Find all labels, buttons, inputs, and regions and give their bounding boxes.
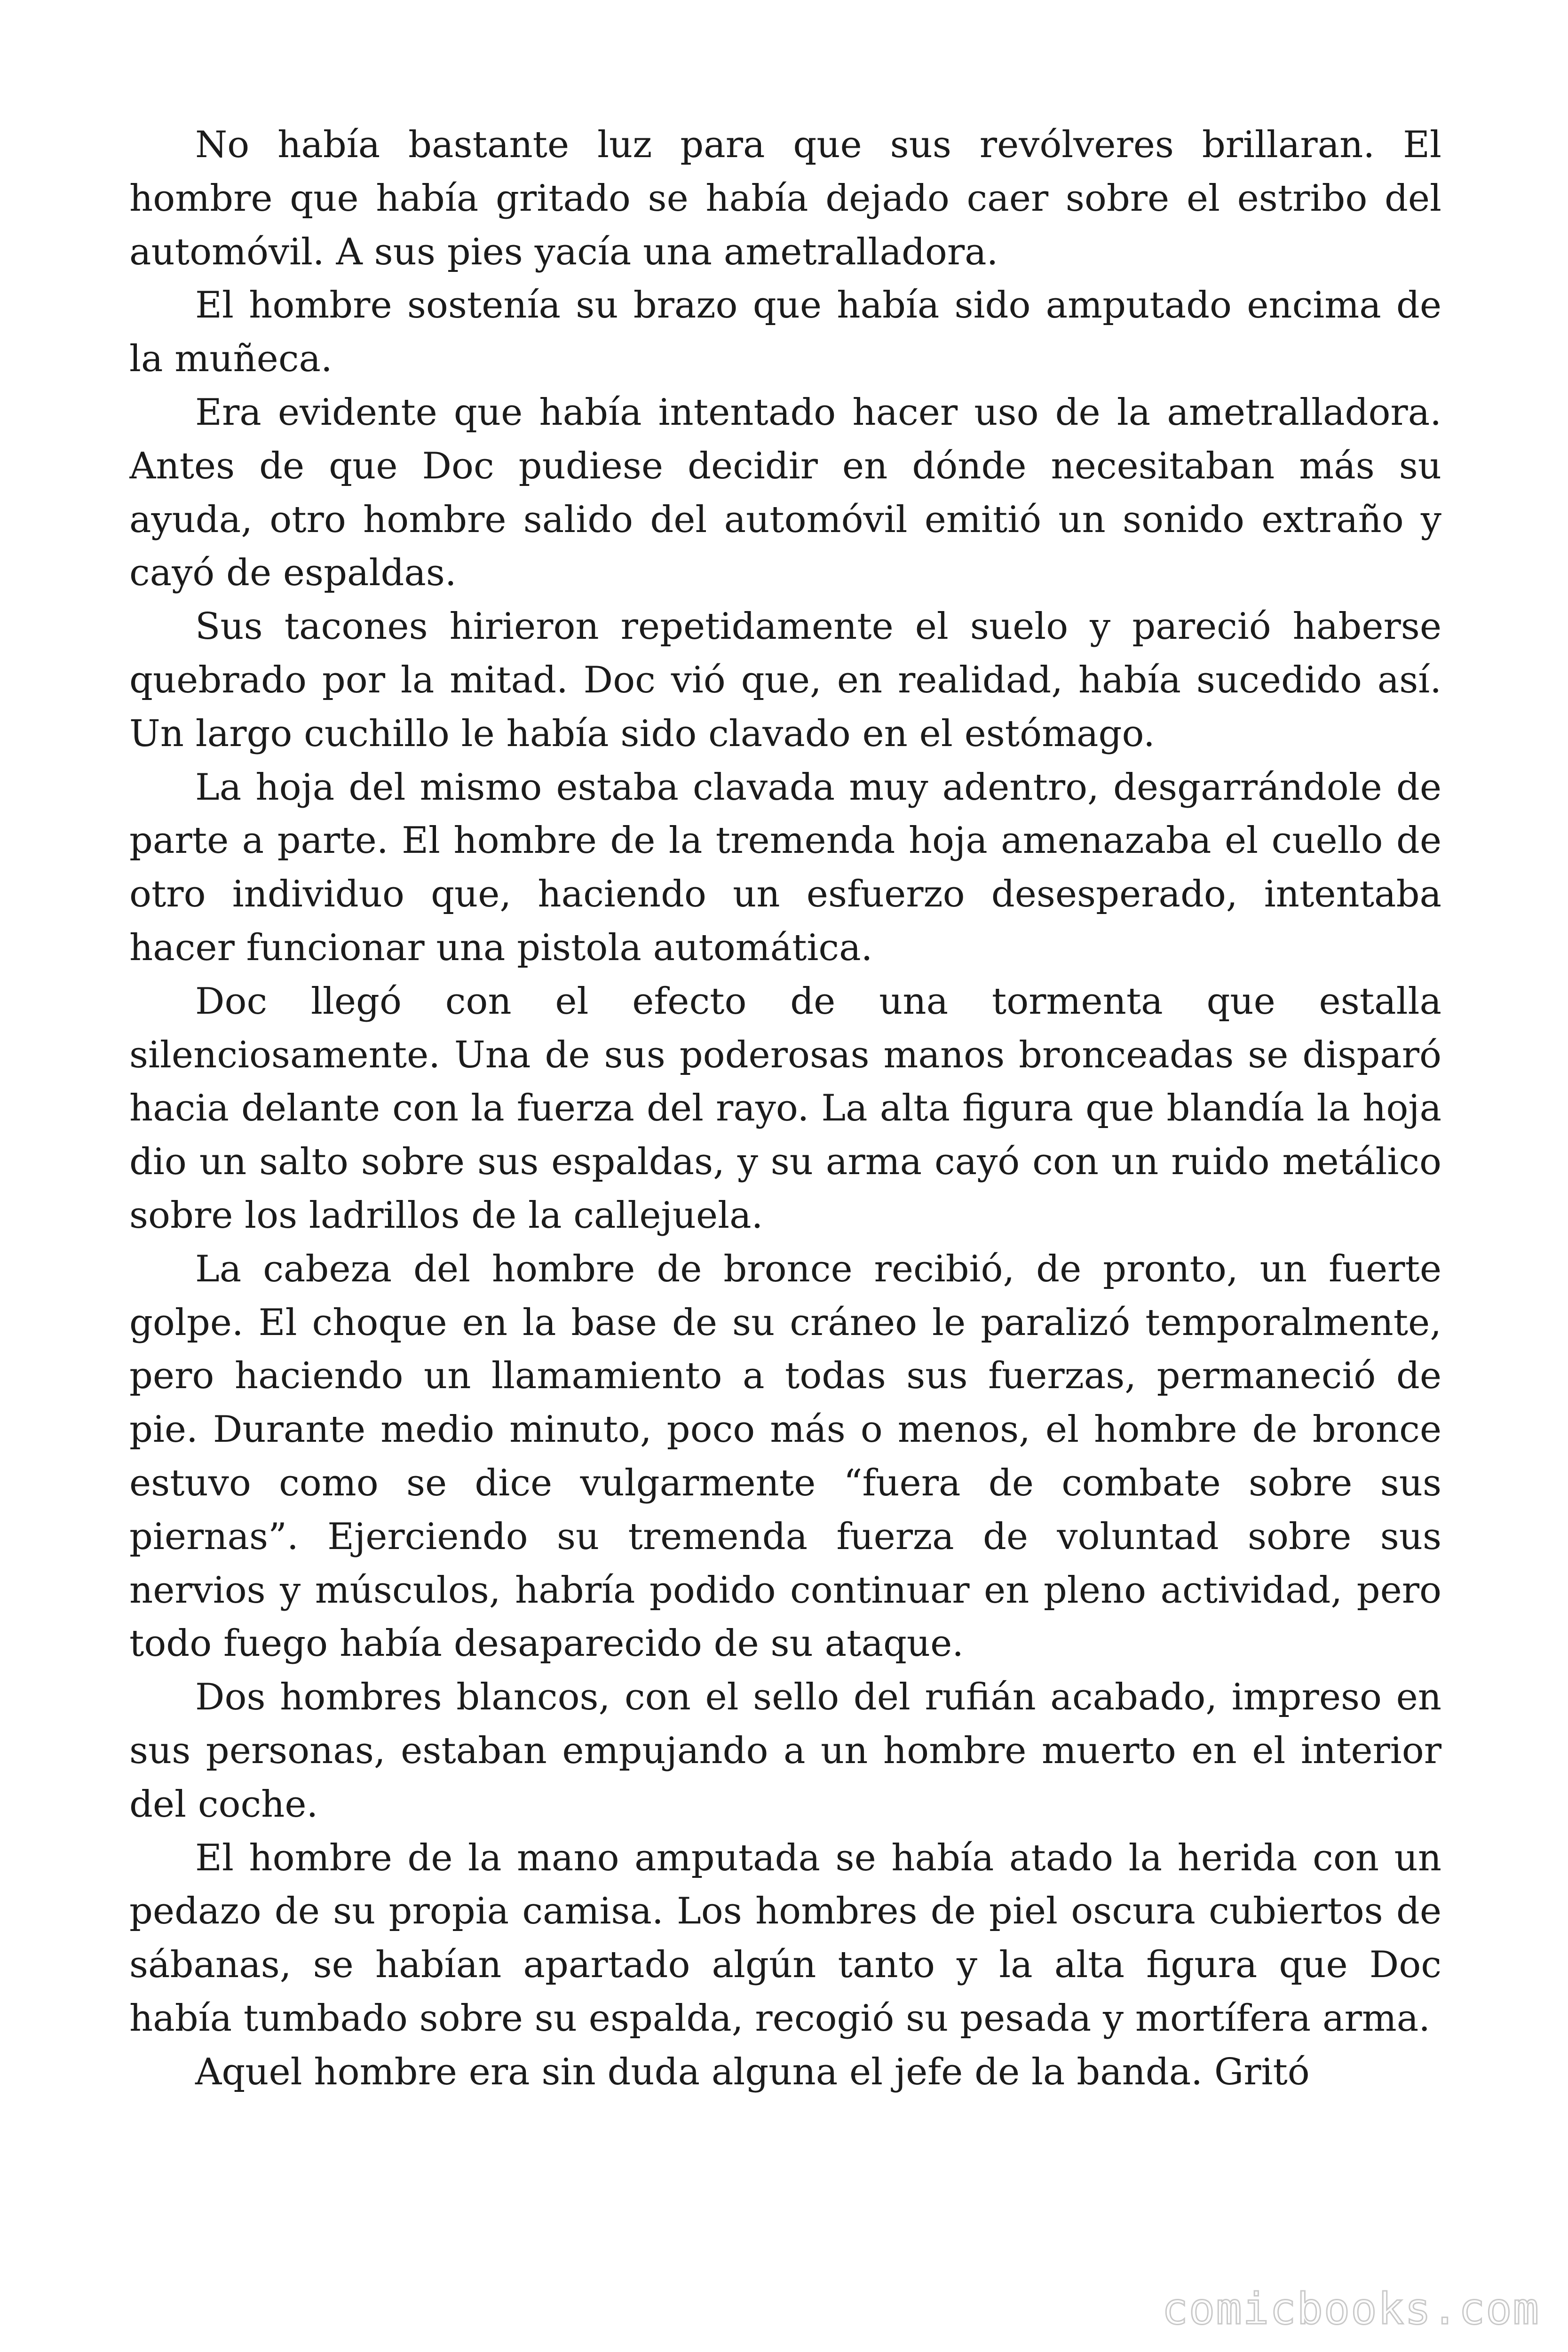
paragraph-6: Doc llegó con el efecto de una tormenta que estalla silenciosamente. Una de sus poderosas manos bronceadas se disparó hacia delante con la fuerza del rayo. La alta figura que blandía la hoja dio un salto sobre sus espaldas, y su arma cayó con un ruido metálico sobre los ladrillos de la callejuela.	[129, 980, 1441, 1237]
paragraph-2: El hombre sostenía su brazo que había sido amputado encima de la muñeca.	[129, 284, 1441, 381]
document-page	[129, 119, 1441, 2254]
watermark: comicbooks.com	[1162, 2284, 1540, 2334]
paragraph-3: Era evidente que había intentado hacer uso de la ametralladora. Antes de que Doc pudiese decidir en dónde necesitaban más su ayuda, otro hombre salido del automóvil emitió un sonido extraño y cayó de espaldas.	[129, 391, 1441, 595]
paragraph-7: La cabeza del hombre de bronce recibió, de pronto, un fuerte golpe. El choque en la base de su cráneo le paralizó temporalmente, pero haciendo un llamamiento a todas sus fuerzas, permaneció de pie. Durante medio minuto, poco más o menos, el hombre de bronce estuvo como se dice vulgarmente “fuera de combate sobre sus piernas”. Ejerciendo su tremenda fuerza de voluntad sobre sus nervios y músculos, habría podido continuar en pleno actividad, pero todo fuego había desaparecido de su ataque.	[129, 1248, 1441, 1665]
paragraph-1: No había bastante luz para que sus revólveres brillaran. El hombre que había gritado se había dejado caer sobre el estribo del automóvil. A sus pies yacía una ametralladora.	[129, 124, 1441, 273]
paragraph-8: Dos hombres blancos, con el sello del rufián acabado, impreso en sus personas, estaban empujando a un hombre muerto en el interior del coche.	[129, 1676, 1441, 1826]
paragraph-9: El hombre de la mano amputada se había atado la herida con un pedazo de su propia camisa. Los hombres de piel oscura cubiertos de sábanas, se habían apartado algún tanto y la alta figura que Doc había tumbado sobre su espalda, recogió su pesada y mortífera arma.	[129, 1836, 1441, 2040]
paragraph-10: Aquel hombre era sin duda alguna el jefe de la banda. Gritó	[195, 2050, 1310, 2093]
paragraph-4: Sus tacones hirieron repetidamente el suelo y pareció haberse quebrado por la mitad. Doc vió que, en realidad, había sucedido así. Un largo cuchillo le había sido clavado en el estómago.	[129, 605, 1441, 755]
paragraph-5: La hoja del mismo estaba clavada muy adentro, desgarrándole de parte a parte. El hombre de la tremenda hoja amenazaba el cuello de otro individuo que, haciendo un esfuerzo desesperado, intentaba hacer funcionar una pistola automática.	[129, 766, 1441, 969]
